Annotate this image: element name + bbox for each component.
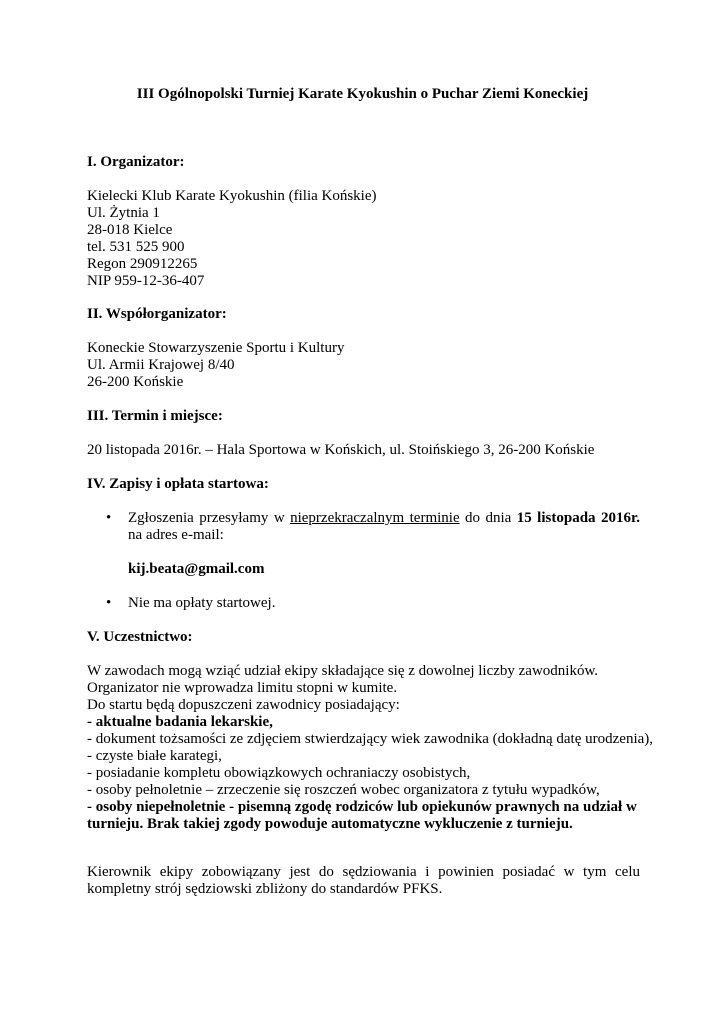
organizer-heading: I. Organizator: bbox=[87, 154, 185, 170]
organizer-line: Regon 290912265 bbox=[87, 256, 198, 272]
coorganizer-line: Koneckie Stowarzyszenie Sportu i Kultury bbox=[87, 340, 345, 356]
participation-line: Do startu będą dopuszczeni zawodnicy posiadający: bbox=[87, 697, 400, 713]
organizer-line: Ul. Żytnia 1 bbox=[87, 205, 160, 221]
requirement-item: - osoby niepełnoletnie - pisemną zgodę rodziców lub opiekunów prawnych na udział w bbox=[87, 799, 637, 815]
date-place-heading: III. Termin i miejsce: bbox=[87, 408, 223, 424]
bullet-text bbox=[128, 510, 640, 544]
coorganizer-details bbox=[87, 340, 640, 391]
requirement-item: - osoby pełnoletnie – zrzeczenie się roszczeń wobec organizatora z tytułu wypadków, bbox=[87, 782, 600, 798]
date-place-text: 20 listopada 2016r. – Hala Sportowa w Końskich, ul. Stoińskiego 3, 26-200 Końskie bbox=[87, 442, 595, 458]
participation-line: W zawodach mogą wziąć udział ekipy składające się z dowolnej liczby zawodników. bbox=[87, 663, 599, 679]
requirement-item: - posiadanie kompletu obowiązkowych ochraniaczy osobistych, bbox=[87, 765, 471, 781]
deadline-date: 15 listopada 2016r. bbox=[516, 510, 641, 526]
organizer-details bbox=[87, 188, 640, 290]
requirement-item: - czyste białe karategi, bbox=[87, 748, 222, 764]
registration-middle: do dnia bbox=[465, 510, 512, 526]
deadline-underlined: nieprzekraczalnym terminie bbox=[290, 510, 460, 526]
closing-paragraph bbox=[87, 864, 640, 898]
registration-heading: IV. Zapisy i opłata startowa: bbox=[87, 476, 269, 492]
coorganizer-line: 26-200 Końskie bbox=[87, 374, 184, 390]
participation-line: Organizator nie wprowadza limitu stopni w kumite. bbox=[87, 680, 398, 696]
closing-line-2: kompletny strój sędziowski zbliżony do standardów PFKS. bbox=[87, 881, 443, 897]
closing-line-1: Kierownik ekipy zobowiązany jest do sędziowania i powinien posiadać w tym celu bbox=[87, 864, 640, 880]
organizer-line: 28-018 Kielce bbox=[87, 222, 173, 238]
document-title: III Ogólnopolski Turniej Karate Kyokushin o Puchar Ziemi Koneckiej bbox=[136, 86, 589, 102]
requirement-item: - dokument tożsamości ze zdjęciem stwierdzający wiek zawodnika (dokładną datę urodzenia), bbox=[87, 731, 654, 747]
coorganizer-heading: II. Współorganizator: bbox=[87, 306, 227, 322]
participation-body bbox=[87, 663, 654, 833]
registration-prefix: Zgłoszenia przesyłamy w bbox=[128, 510, 285, 526]
requirement-item: - aktualne badania lekarskie, bbox=[87, 714, 273, 730]
coorganizer-line: Ul. Armii Krajowej 8/40 bbox=[87, 357, 235, 373]
registration-line-2: na adres e-mail: bbox=[128, 527, 224, 543]
bullet-icon: • bbox=[106, 510, 112, 526]
organizer-line: NIP 959-12-36-407 bbox=[87, 273, 205, 289]
participation-heading: V. Uczestnictwo: bbox=[87, 629, 193, 645]
fee-text: Nie ma opłaty startowej. bbox=[128, 595, 276, 611]
contact-email[interactable]: kij.beata@gmail.com bbox=[128, 561, 265, 577]
organizer-line: Kielecki Klub Karate Kyokushin (filia Końskie) bbox=[87, 188, 377, 204]
registration-line-1 bbox=[128, 510, 640, 527]
organizer-line: tel. 531 525 900 bbox=[87, 239, 185, 255]
requirement-item: turnieju. Brak takiej zgody powoduje automatyczne wykluczenie z turnieju. bbox=[87, 816, 573, 832]
bullet-icon: • bbox=[106, 595, 112, 611]
